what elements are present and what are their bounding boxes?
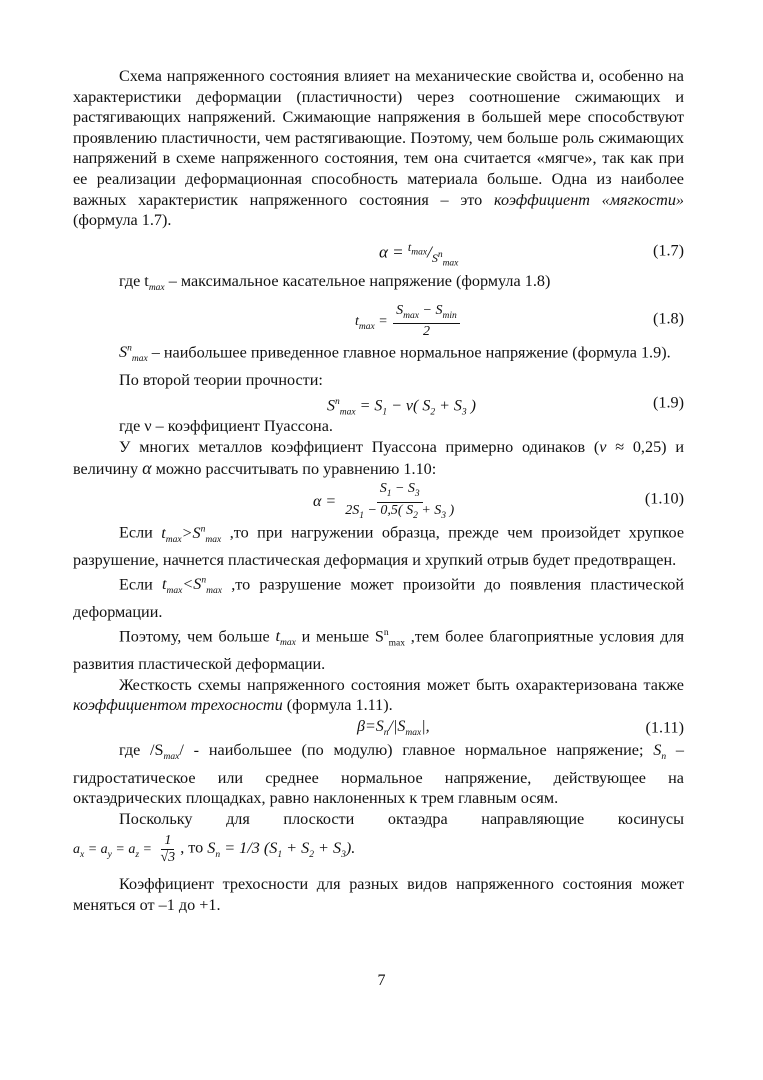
paragraph-therefore: Поэтому, чем больше $t_{max}$ и меньше $S^n_{max}$ ,тем более благоприятные условия для развития пластической деформации.	[73, 627, 685, 674]
equation-number: (1.9)	[652, 394, 684, 413]
page-number: 7	[377, 972, 386, 989]
equation-1-11: $\beta=S_n/|S_{max}|$, (1.11)	[357, 717, 684, 738]
paragraph-rigidity: Жесткость схемы напряженного состояния может быть охарактеризована также коэффициентом трехосности (формула 1.11).	[73, 675, 684, 715]
equation-number: (1.8)	[652, 309, 684, 328]
paragraph-range: Коэффициент трехосности для разных видов напряженного состояния может меняться от –1 до +1.	[73, 875, 684, 914]
paragraph-cosines-eq: $a_x = a_y = a_z$ = $\frac{1}{√3}$ , то $S_n = 1/3$ $(S_1 + S_2 + S_3)$.	[73, 833, 356, 866]
paragraph-case-greater: Если $t_{max}>S^n_{max}$ ,то при нагружении образца, прежде чем произойдет хрупкое разрушение, начнется пластическая деформация и хрупкий отрыв будет предотвращен.	[73, 523, 685, 570]
paragraph-case-less: Если $t_{max}<S^n_{max}$ ,то разрушение может произойти до появления пластической деформации.	[73, 575, 685, 622]
paragraph-tmax: где $t_{max}$ – максимальное касательное напряжение (формула 1.8)	[119, 271, 551, 293]
equation-1-10: α = $\frac{S_1 - S_3}{2S_1 - 0,5( S_2 + S_3 )}$ (1.10)	[313, 481, 684, 521]
paragraph-smax: $S^n_{max}$ – наибольшее приведенное главное нормальное напряжение (формула 1.9).	[119, 342, 671, 365]
paragraph-intro: Схема напряженного состояния влияет на механические свойства и, особенно на характеристики деформации (пластичности) через соотношение сжимающих и растягивающих напряжений. Сжимающие напряжения в большей мере способствуют проявлению пластичности, чем растягивающие. Поэтому, чем больше роль сжимающих напряжений в схеме напряженного состояния, тем она считается «мягче», так как при ее реализации деформационная способность материала больше. Одна из наиболее важных характеристик напряженного состояния – это коэффициент «мягкости» (формула 1.7).	[73, 67, 685, 230]
equation-number: (1.10)	[644, 489, 684, 508]
paragraph-where-smax: где $/S_{max}/$ - наибольшее (по модулю) главное нормальное напряжение; $S_n$ – гидростатическое или среднее нормальное напряжение, действующее на октаэдрических площадках, равно наклоненных к трем главным осям.	[73, 740, 684, 808]
paragraph-metals: У многих металлов коэффициент Пуассона примерно одинаков (ν ≈ 0,25) и величину α можно рассчитывать по уравнению 1.10:	[73, 437, 684, 478]
paragraph-poisson: где ν – коэффициент Пуассона.	[119, 417, 333, 436]
paragraph-cosines: Поскольку для плоскости октаэдра направляющие косинусы	[119, 809, 684, 828]
equation-number: (1.11)	[645, 718, 684, 737]
body-text	[73, 66, 684, 916]
paragraph-theory: По второй теории прочности:	[119, 370, 323, 389]
equation-1-8: $t_{max}$ = $\frac{S_{max} - S_{min}}{2}$ (1.8)	[355, 302, 684, 340]
equation-number: (1.7)	[652, 241, 684, 260]
equation-1-9: $S^n_{max} = S_1 - \nu$( $S_2 + S_3$ ) (1.9)	[327, 394, 684, 418]
equation-1-7: $\alpha = ^{t_{max}}/_{S^n_{max}}$ (1.7)	[379, 239, 684, 269]
